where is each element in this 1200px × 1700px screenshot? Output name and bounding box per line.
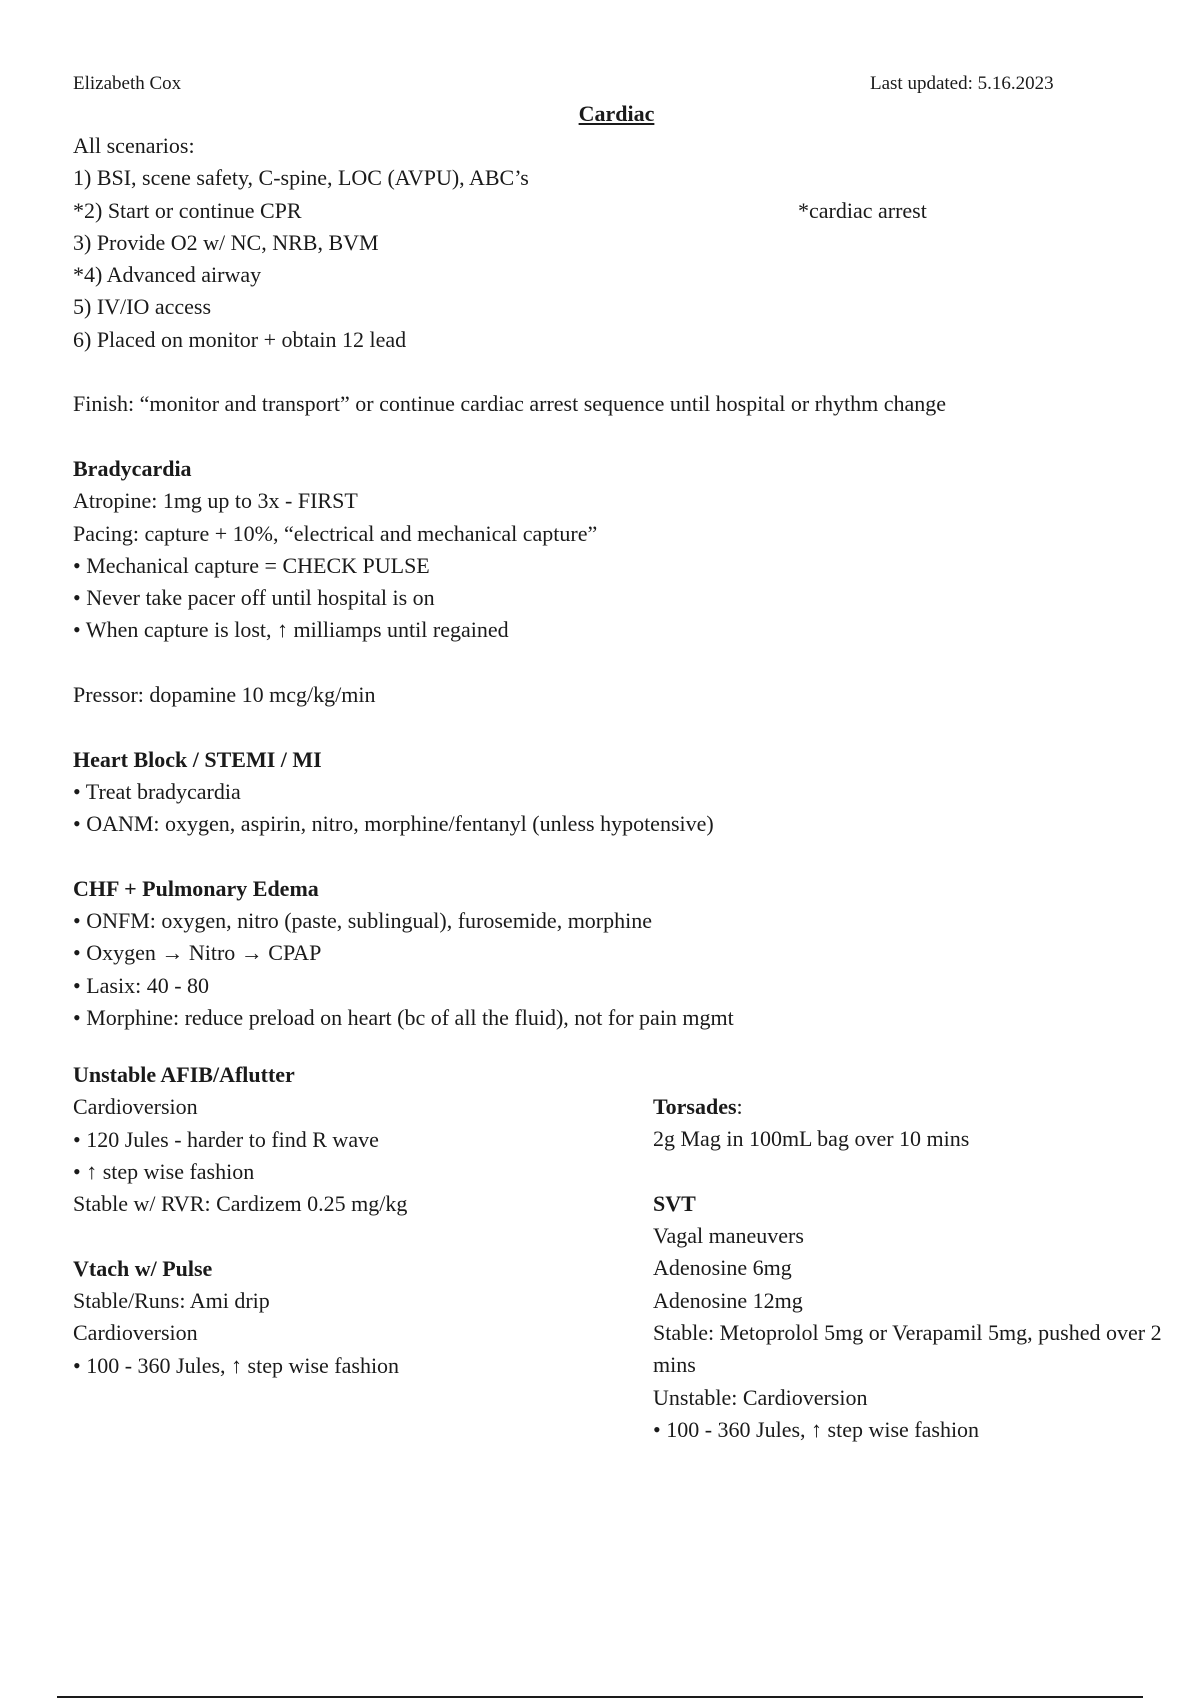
left-column xyxy=(73,1059,633,1382)
chf-line: • ONFM: oxygen, nitro (paste, sublingual), furosemide, morphine xyxy=(73,908,653,934)
svt-line: Adenosine 6mg xyxy=(653,1255,792,1281)
afib-line: Cardioversion xyxy=(73,1094,198,1120)
chf-line: • Morphine: reduce preload on heart (bc of all the fluid), not for pain mgmt xyxy=(73,1005,734,1031)
scenario-step: 1) BSI, scene safety, C-spine, LOC (AVPU), ABC’s xyxy=(73,165,529,191)
vtach-line: Cardioversion xyxy=(73,1320,198,1346)
scenario-step: *2) Start or continue CPR xyxy=(73,197,302,223)
scenario-step-row xyxy=(73,195,1133,227)
main-column xyxy=(73,130,1133,1067)
chf-heading: CHF + Pulmonary Edema xyxy=(73,875,319,901)
torsades-line: 2g Mag in 100mL bag over 10 mins xyxy=(653,1126,970,1152)
bradycardia-line: Atropine: 1mg up to 3x - FIRST xyxy=(73,488,358,514)
afib-line: • ↑ step wise fashion xyxy=(73,1158,255,1184)
vtach-line: • 100 - 360 Jules, ↑ step wise fashion xyxy=(73,1352,400,1378)
spacer xyxy=(73,841,1133,873)
page-title: Cardiac xyxy=(578,101,655,126)
afib-line: Stable w/ RVR: Cardizem 0.25 mg/kg xyxy=(73,1191,408,1217)
scenario-step: 6) Placed on monitor + obtain 12 lead xyxy=(73,326,407,352)
chf-line: • Lasix: 40 - 80 xyxy=(73,972,210,998)
scenario-step: 5) IV/IO access xyxy=(73,294,212,320)
last-updated: Last updated: 5.16.2023 xyxy=(870,73,1054,94)
spacer xyxy=(73,711,1133,743)
afib-heading: Unstable AFIB/Aflutter xyxy=(73,1062,295,1087)
svt-line: Stable: Metoprolol 5mg or Verapamil 5mg, pushed over 2 mins xyxy=(653,1320,1162,1378)
spacer xyxy=(73,421,1133,453)
finish-note: Finish: “monitor and transport” or continue cardiac arrest sequence until hospital or rhythm change xyxy=(73,391,947,417)
cardiac-arrest-note: *cardiac arrest xyxy=(798,197,927,223)
bradycardia-line: • Mechanical capture = CHECK PULSE xyxy=(73,552,430,578)
heart-block-line: • OANM: oxygen, aspirin, nitro, morphine/fentanyl (unless hypotensive) xyxy=(73,811,714,837)
bradycardia-line: • When capture is lost, ↑ milliamps until regained xyxy=(73,617,509,643)
spacer xyxy=(653,1156,1173,1188)
svt-line: • 100 - 360 Jules, ↑ step wise fashion xyxy=(653,1416,980,1442)
bradycardia-heading: Bradycardia xyxy=(73,455,192,481)
vtach-line: Stable/Runs: Ami drip xyxy=(73,1288,270,1314)
torsades-heading: Torsades xyxy=(653,1094,737,1119)
bradycardia-line: Pacing: capture + 10%, “electrical and mechanical capture” xyxy=(73,520,598,546)
spacer xyxy=(73,647,1133,679)
author-name: Elizabeth Cox xyxy=(73,73,182,94)
torsades-heading-row xyxy=(653,1091,1173,1123)
scenario-step: *4) Advanced airway xyxy=(73,262,262,288)
torsades-colon: : xyxy=(736,1094,743,1119)
chf-line: • Oxygen → Nitro → CPAP xyxy=(73,940,322,966)
heart-block-line: • Treat bradycardia xyxy=(73,778,241,804)
svt-line: Unstable: Cardioversion xyxy=(653,1384,868,1410)
heart-block-heading: Heart Block / STEMI / MI xyxy=(73,746,322,772)
all-scenarios-heading: All scenarios: xyxy=(73,133,195,158)
right-column xyxy=(653,1091,1173,1446)
spacer xyxy=(73,356,1133,388)
svt-line: Adenosine 12mg xyxy=(653,1287,803,1313)
pressor-line: Pressor: dopamine 10 mcg/kg/min xyxy=(73,682,376,708)
spacer xyxy=(73,1220,633,1252)
bradycardia-line: • Never take pacer off until hospital is on xyxy=(73,585,435,611)
scenario-step: 3) Provide O2 w/ NC, NRB, BVM xyxy=(73,229,379,255)
svt-heading: SVT xyxy=(653,1190,696,1216)
afib-line: • 120 Jules - harder to find R wave xyxy=(73,1126,379,1152)
vtach-heading: Vtach w/ Pulse xyxy=(73,1255,213,1281)
svt-line: Vagal maneuvers xyxy=(653,1223,804,1249)
footer-divider xyxy=(57,1696,1143,1698)
